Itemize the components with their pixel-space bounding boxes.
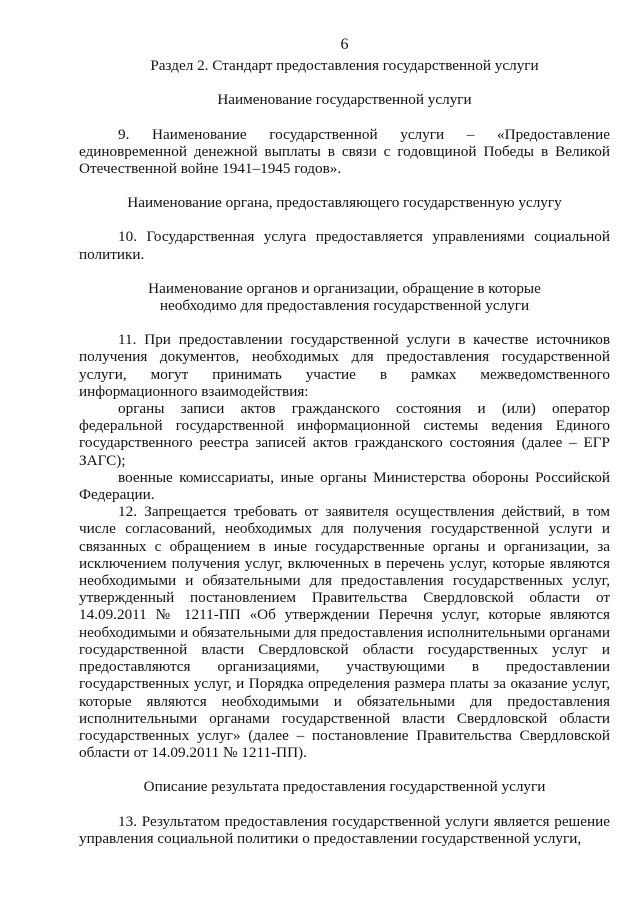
paragraph-10: 10. Государственная услуга предоставляется управлениями социальной политики. <box>79 228 610 263</box>
heading-result-description: Описание результата предоставления государственной услуги <box>143 778 546 796</box>
heading-provider-body: Наименование органа, предоставляющего государственную услугу <box>127 194 562 212</box>
section-title: Раздел 2. Стандарт предоставления государственной услуги <box>150 57 539 75</box>
heading-organizations-line-1: Наименование органов и организации, обращение в которые <box>148 279 541 297</box>
heading-organizations-line-2: необходимо для предоставления государственной услуги <box>159 297 530 315</box>
paragraph-11: 11. При предоставлении государственной услуги в качестве источников получения документов, необходимых для предоставления государственной услуги, могут принимать участие в рамках межведомственного информационного взаимодействия: <box>79 331 610 400</box>
paragraph-13: 13. Результатом предоставления государственной услуги является решение управления социальной политики о предоставлении государственной услуги, <box>79 812 610 847</box>
page-number: 6 <box>340 36 349 53</box>
heading-service-name: Наименование государственной услуги <box>217 91 472 109</box>
paragraph-12: 12. Запрещается требовать от заявителя осуществления действий, в том числе согласований, необходимых для получения государственной услуги и связанных с обращением в иные государственные органы и организации, за исключением получения услуг, включенных в перечень услуг, которые являются необходимыми и обязательными для предоставления государственных услуг, утвержденный постановлением Правительства Свердловской области от 14.09.2011 № 1211-ПП «Об утверждении Перечня услуг, которые являются необходимыми и обязательными для предоставления исполнительными органами государственной власти Свердловской области государственных услуг и предоставляются организациями, участвующими в предоставлении государственных услуг, и Порядка определения размера платы за оказание услуг, которые являются необходимыми и обязательными для предоставления исполнительными органами государственной власти Свердловской области государственных услуг» (далее – постановление Правительства Свердловской области от 14.09.2011 № 1211-ПП). <box>79 503 610 762</box>
paragraph-9: 9. Наименование государственной услуги – «Предоставление единовременной денежной выплаты в связи с годовщиной Победы в Великой Отечественной войне 1941–1945 годов». <box>79 125 610 178</box>
document-page <box>79 36 610 847</box>
paragraph-11-item-military: военные комиссариаты, иные органы Министерства обороны Российской Федерации. <box>79 468 610 504</box>
paragraph-11-item-registry: органы записи актов гражданского состояния и (или) оператор федеральной государственной информационной системы ведения Единого государственного реестра записей актов гражданского состояния (далее – ЕГР ЗАГС); <box>79 400 610 469</box>
